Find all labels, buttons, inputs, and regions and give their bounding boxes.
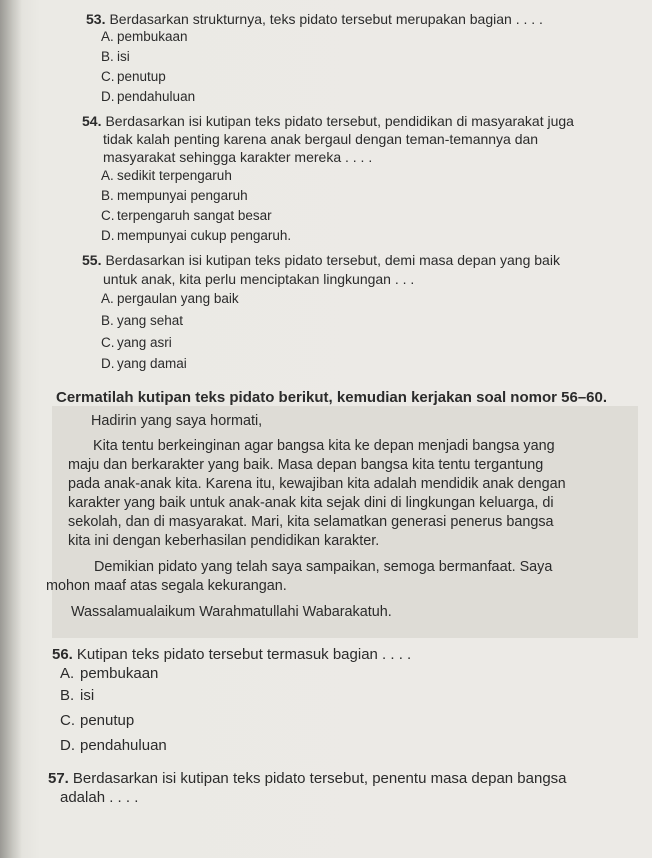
q55-option-b[interactable]: B. yang sehat [101, 313, 184, 328]
q54-option-c[interactable]: C. terpengaruh sangat besar [101, 208, 272, 223]
question-55 [82, 252, 560, 269]
excerpt-para2-line-1: Demikian pidato yang telah saya sampaikan, semoga bermanfaat. Saya [94, 559, 553, 575]
question-number: 57. [48, 770, 69, 787]
q56-option-a[interactable]: A. pembukaan [60, 665, 159, 682]
excerpt-para1-line-5: sekolah, dan di masyarakat. Mari, kita selamatkan generasi penerus bangsa [68, 514, 554, 530]
q56-option-b[interactable]: B. isi [60, 687, 95, 704]
question-number: 53. [86, 11, 106, 27]
excerpt-para1-line-2: maju dan berkarakter yang baik. Masa depan bangsa kita tentu tergantung [68, 457, 544, 473]
question-56 [52, 646, 411, 663]
q56-option-c[interactable]: C. penutup [60, 712, 135, 729]
q53-option-d[interactable]: D. pendahuluan [101, 89, 196, 104]
q53-option-a[interactable]: A. pembukaan [101, 29, 188, 44]
q55-option-a[interactable]: A. pergaulan yang baik [101, 291, 239, 306]
excerpt-para1-line-6: kita ini dengan keberhasilan pendidikan karakter. [68, 533, 380, 549]
section-heading: Cermatilah kutipan teks pidato berikut, kemudian kerjakan soal nomor 56–60. [56, 389, 608, 406]
excerpt-para1-line-4: karakter yang baik untuk anak-anak kita sejak dini di lingkungan keluarga, di [68, 495, 554, 511]
question-54-line-3: masyarakat sehingga karakter mereka . . . . [103, 149, 373, 165]
excerpt-greeting: Hadirin yang saya hormati, [91, 413, 263, 429]
speech-excerpt-box [46, 406, 638, 638]
excerpt-closing: Wassalamualaikum Warahmatullahi Wabarakatuh. [71, 604, 392, 620]
question-54-line-2: tidak kalah penting karena anak bergaul dengan teman-temannya dan [103, 131, 539, 147]
question-number: 54. [82, 113, 102, 129]
q54-option-b[interactable]: B. mempunyai pengaruh [101, 188, 248, 203]
q55-option-d[interactable]: D. yang damai [101, 356, 187, 371]
q53-option-b[interactable]: B. isi [101, 49, 130, 64]
excerpt-para1-line-1: Kita tentu berkeinginan agar bangsa kita ke depan menjadi bangsa yang [93, 438, 555, 454]
question-line-1: Berdasarkan isi kutipan teks pidato tersebut, penentu masa depan bangsa [72, 770, 567, 787]
question-number: 55. [82, 252, 102, 268]
question-text: Kutipan teks pidato tersebut termasuk bagian . . . . [76, 646, 412, 663]
excerpt-para1-line-3: pada anak-anak kita. Karena itu, kewajiban kita adalah mendidik anak dengan [68, 476, 566, 492]
q56-option-d[interactable]: D. pendahuluan [60, 737, 167, 754]
question-57-line-2: adalah . . . . [60, 789, 139, 806]
q53-option-c[interactable]: C. penutup [101, 69, 166, 84]
q54-option-d[interactable]: D. mempunyai cukup pengaruh. [101, 228, 292, 243]
question-54 [82, 113, 574, 130]
question-55-line-2: untuk anak, kita perlu menciptakan lingkungan . . . [103, 271, 415, 287]
question-57 [48, 770, 567, 787]
question-line-1: Berdasarkan isi kutipan teks pidato tersebut, pendidikan di masyarakat juga [105, 113, 574, 129]
question-53 [86, 11, 543, 28]
question-line-1: Berdasarkan isi kutipan teks pidato tersebut, demi masa depan yang baik [105, 252, 560, 268]
q54-option-a[interactable]: A. sedikit terpengaruh [101, 168, 232, 183]
excerpt-para2-line-2: mohon maaf atas segala kekurangan. [46, 578, 287, 594]
page-edge-shadow [0, 0, 22, 858]
question-number: 56. [52, 646, 73, 663]
q55-option-c[interactable]: C. yang asri [101, 335, 172, 350]
question-text: Berdasarkan strukturnya, teks pidato tersebut merupakan bagian . . . . [109, 11, 543, 27]
